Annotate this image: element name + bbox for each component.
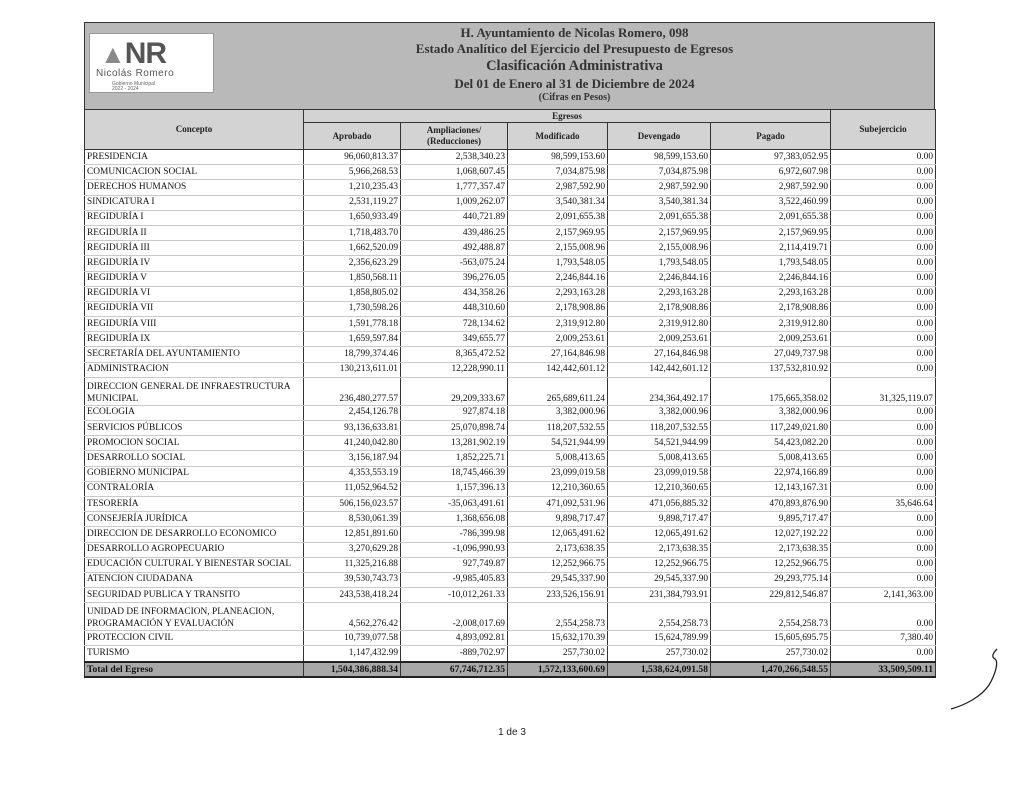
- page-number: 1 de 3: [498, 727, 526, 738]
- table-row: [85, 195, 936, 210]
- cell-devengado: 2,155,008.96: [608, 241, 711, 256]
- cell-pagado: 2,114,419.71: [711, 241, 831, 256]
- cell-pagado: 6,972,607.98: [711, 165, 831, 180]
- cell-aprobado: 3,270,629.28: [304, 542, 401, 557]
- cell-modificado: 2,319,912.80: [508, 317, 608, 332]
- cell-ampliaciones: 349,655.77: [401, 332, 508, 347]
- cell-concepto: SEGURIDAD PUBLICA Y TRANSITO: [85, 588, 304, 603]
- cell-ampliaciones: 1,068,607.45: [401, 165, 508, 180]
- logo-years: 2022 - 2024: [112, 86, 139, 92]
- report-title: Estado Analítico del Ejercicio del Presupuesto de Egresos: [415, 41, 734, 56]
- cell-devengado: 3,540,381.34: [608, 195, 711, 210]
- cell-concepto: UNIDAD DE INFORMACION, PLANEACION, PROGRAMACIÓN Y EVALUACIÓN: [85, 603, 304, 631]
- table-footer: [85, 662, 936, 677]
- cell-pagado: 2,009,253.61: [711, 332, 831, 347]
- cell-pagado: 2,091,655.38: [711, 210, 831, 225]
- total-ampliaciones: 67,746,712.35: [401, 662, 508, 677]
- cell-ampliaciones: -10,012,261.33: [401, 588, 508, 603]
- cell-ampliaciones: 1,852,225.71: [401, 451, 508, 466]
- cell-ampliaciones: -563,075.24: [401, 256, 508, 271]
- cell-concepto: SINDICATURA I: [85, 195, 304, 210]
- cell-concepto: CONTRALORÍA: [85, 481, 304, 496]
- cell-subejercicio: 0.00: [831, 317, 936, 332]
- table-row: [85, 241, 936, 256]
- cell-aprobado: 41,240,042.80: [304, 436, 401, 451]
- cell-concepto: DIRECCION GENERAL DE INFRAESTRUCTURA MUNICIPAL: [85, 377, 304, 405]
- cell-concepto: GOBIERNO MUNICIPAL: [85, 466, 304, 481]
- cell-subejercicio: 0.00: [831, 542, 936, 557]
- header-ampliaciones: Ampliaciones/ (Reducciones): [401, 123, 508, 150]
- cell-ampliaciones: -786,399.98: [401, 527, 508, 542]
- cell-ampliaciones: 448,310.60: [401, 301, 508, 316]
- cell-devengado: 2,173,638.35: [608, 542, 711, 557]
- cell-modificado: 142,442,601.12: [508, 362, 608, 377]
- cell-subejercicio: 0.00: [831, 572, 936, 587]
- cell-pagado: 2,319,912.80: [711, 317, 831, 332]
- cell-devengado: 15,624,789.99: [608, 631, 711, 646]
- table-row: [85, 436, 936, 451]
- cell-pagado: 2,246,844.16: [711, 271, 831, 286]
- report-classification: Clasificación Administrativa: [486, 58, 663, 74]
- cell-subejercicio: 7,380.40: [831, 631, 936, 646]
- cell-modificado: 12,065,491.62: [508, 527, 608, 542]
- cell-modificado: 471,092,531.96: [508, 496, 608, 511]
- cell-pagado: 257,730.02: [711, 646, 831, 662]
- cell-aprobado: 1,591,778.18: [304, 317, 401, 332]
- cell-devengado: 9,898,717.47: [608, 512, 711, 527]
- cell-modificado: 2,157,969.95: [508, 225, 608, 240]
- cell-modificado: 2,554,258.73: [508, 603, 608, 631]
- total-label: Total del Egreso: [85, 662, 304, 677]
- cell-concepto: PROMOCION SOCIAL: [85, 436, 304, 451]
- cell-aprobado: 3,156,187.94: [304, 451, 401, 466]
- table-header: [85, 110, 936, 150]
- cell-devengado: 27,164,846.98: [608, 347, 711, 362]
- cell-aprobado: 10,739,077.58: [304, 631, 401, 646]
- total-modificado: 1,572,133,600.69: [508, 662, 608, 677]
- total-devengado: 1,538,624,091.58: [608, 662, 711, 677]
- cell-modificado: 233,526,156.91: [508, 588, 608, 603]
- cell-pagado: 12,143,167.31: [711, 481, 831, 496]
- cell-modificado: 2,009,253.61: [508, 332, 608, 347]
- cell-subejercicio: 0.00: [831, 150, 936, 165]
- cell-pagado: 3,522,460.99: [711, 195, 831, 210]
- cell-concepto: PRESIDENCIA: [85, 150, 304, 165]
- report-titles: [215, 25, 934, 104]
- cell-aprobado: 2,531,119.27: [304, 195, 401, 210]
- cell-pagado: 97,383,052.95: [711, 150, 831, 165]
- cell-concepto: CONSEJERÍA JURÍDICA: [85, 512, 304, 527]
- table-row: [85, 512, 936, 527]
- cell-concepto: DESARROLLO AGROPECUARIO: [85, 542, 304, 557]
- table-row: [85, 572, 936, 587]
- cell-subejercicio: 35,646.64: [831, 496, 936, 511]
- cell-concepto: ATENCION CIUDADANA: [85, 572, 304, 587]
- report-header: [84, 22, 935, 109]
- cell-ampliaciones: 29,209,333.67: [401, 377, 508, 405]
- cell-concepto: REGIDURÍA VI: [85, 286, 304, 301]
- cell-pagado: 137,532,810.92: [711, 362, 831, 377]
- cell-aprobado: 236,480,277.57: [304, 377, 401, 405]
- cell-pagado: 2,173,638.35: [711, 542, 831, 557]
- municipality-logo: [89, 33, 214, 93]
- cell-ampliaciones: -1,096,990.93: [401, 542, 508, 557]
- table-row: [85, 286, 936, 301]
- header-devengado: Devengado: [608, 123, 711, 150]
- logo-brand-text: Nicolás Romero: [96, 68, 175, 79]
- budget-table: [84, 109, 936, 678]
- cell-aprobado: 1,850,568.11: [304, 271, 401, 286]
- cell-pagado: 54,423,082.20: [711, 436, 831, 451]
- cell-ampliaciones: -9,985,405.83: [401, 572, 508, 587]
- cell-pagado: 22,974,166.89: [711, 466, 831, 481]
- cell-pagado: 29,293,775.14: [711, 572, 831, 587]
- cell-subejercicio: 0.00: [831, 646, 936, 662]
- cell-subejercicio: 0.00: [831, 271, 936, 286]
- cell-concepto: ADMINISTRACION: [85, 362, 304, 377]
- cell-devengado: 98,599,153.60: [608, 150, 711, 165]
- cell-devengado: 1,793,548.05: [608, 256, 711, 271]
- cell-devengado: 12,210,360.65: [608, 481, 711, 496]
- cell-modificado: 12,210,360.65: [508, 481, 608, 496]
- cell-subejercicio: 0.00: [831, 286, 936, 301]
- cell-aprobado: 1,858,805.02: [304, 286, 401, 301]
- cell-subejercicio: 0.00: [831, 241, 936, 256]
- cell-ampliaciones: 18,745,466.39: [401, 466, 508, 481]
- table-row: [85, 362, 936, 377]
- cell-ampliaciones: 728,134.62: [401, 317, 508, 332]
- table-row: [85, 256, 936, 271]
- cell-pagado: 2,554,258.73: [711, 603, 831, 631]
- table-row: [85, 466, 936, 481]
- cell-aprobado: 11,325,216.88: [304, 557, 401, 572]
- cell-aprobado: 8,530,061.39: [304, 512, 401, 527]
- total-subejercicio: 33,509,509.11: [831, 662, 936, 677]
- cell-subejercicio: 0.00: [831, 225, 936, 240]
- cell-pagado: 175,665,358.02: [711, 377, 831, 405]
- table-row: [85, 165, 936, 180]
- cell-ampliaciones: -889,702.97: [401, 646, 508, 662]
- cell-subejercicio: 2,141,363.00: [831, 588, 936, 603]
- cell-pagado: 5,008,413.65: [711, 451, 831, 466]
- cell-pagado: 15,605,695.75: [711, 631, 831, 646]
- cell-subejercicio: 0.00: [831, 481, 936, 496]
- logo-mark: ▲NR: [100, 37, 167, 70]
- cell-subejercicio: 0.00: [831, 332, 936, 347]
- table-row: [85, 631, 936, 646]
- cell-ampliaciones: 927,874.18: [401, 405, 508, 420]
- cell-devengado: 2,987,592.90: [608, 180, 711, 195]
- cell-concepto: EDUCACIÓN CULTURAL Y BIENESTAR SOCIAL: [85, 557, 304, 572]
- table-row: [85, 225, 936, 240]
- table-row: [85, 150, 936, 165]
- cell-concepto: PROTECCION CIVIL: [85, 631, 304, 646]
- cell-devengado: 471,056,885.32: [608, 496, 711, 511]
- cell-devengado: 5,008,413.65: [608, 451, 711, 466]
- cell-modificado: 1,793,548.05: [508, 256, 608, 271]
- cell-concepto: COMUNICACION SOCIAL: [85, 165, 304, 180]
- cell-modificado: 5,008,413.65: [508, 451, 608, 466]
- table-row: [85, 180, 936, 195]
- cell-modificado: 257,730.02: [508, 646, 608, 662]
- report-period: Del 01 de Enero al 31 de Diciembre de 2024: [454, 76, 695, 91]
- cell-concepto: REGIDURÍA III: [85, 241, 304, 256]
- total-aprobado: 1,504,386,888.34: [304, 662, 401, 677]
- cell-aprobado: 1,730,598.26: [304, 301, 401, 316]
- cell-aprobado: 506,156,023.57: [304, 496, 401, 511]
- table-row: [85, 377, 936, 405]
- cell-aprobado: 96,060,813.37: [304, 150, 401, 165]
- cell-subejercicio: 0.00: [831, 451, 936, 466]
- cell-aprobado: 2,454,126.78: [304, 405, 401, 420]
- table-row: [85, 646, 936, 662]
- cell-pagado: 27,049,737.98: [711, 347, 831, 362]
- cell-subejercicio: 0.00: [831, 421, 936, 436]
- cell-ampliaciones: 439,486.25: [401, 225, 508, 240]
- cell-subejercicio: 0.00: [831, 210, 936, 225]
- cell-subejercicio: 0.00: [831, 512, 936, 527]
- cell-subejercicio: 0.00: [831, 603, 936, 631]
- cell-aprobado: 4,562,276.42: [304, 603, 401, 631]
- table-body: [85, 150, 936, 662]
- cell-modificado: 3,540,381.34: [508, 195, 608, 210]
- cell-aprobado: 1,662,520.09: [304, 241, 401, 256]
- cell-aprobado: 93,136,633.81: [304, 421, 401, 436]
- cell-aprobado: 12,851,891.60: [304, 527, 401, 542]
- header-aprobado: Aprobado: [304, 123, 401, 150]
- cell-modificado: 7,034,875.98: [508, 165, 608, 180]
- cell-concepto: DIRECCION DE DESARROLLO ECONOMICO: [85, 527, 304, 542]
- header-modificado: Modificado: [508, 123, 608, 150]
- table-row: [85, 405, 936, 420]
- cell-ampliaciones: 2,538,340.23: [401, 150, 508, 165]
- cell-pagado: 1,793,548.05: [711, 256, 831, 271]
- cell-aprobado: 1,650,933.49: [304, 210, 401, 225]
- cell-subejercicio: 0.00: [831, 466, 936, 481]
- cell-subejercicio: 0.00: [831, 180, 936, 195]
- cell-devengado: 23,099,019.58: [608, 466, 711, 481]
- table-row: [85, 347, 936, 362]
- cell-devengado: 2,554,258.73: [608, 603, 711, 631]
- table-row: [85, 332, 936, 347]
- cell-devengado: 2,009,253.61: [608, 332, 711, 347]
- cell-modificado: 2,246,844.16: [508, 271, 608, 286]
- cell-modificado: 54,521,944.99: [508, 436, 608, 451]
- table-row: [85, 527, 936, 542]
- table-row: [85, 557, 936, 572]
- cell-aprobado: 1,210,235.43: [304, 180, 401, 195]
- report-sheet: [84, 22, 935, 678]
- cell-modificado: 2,178,908.86: [508, 301, 608, 316]
- cell-modificado: 3,382,000.96: [508, 405, 608, 420]
- cell-devengado: 12,065,491.62: [608, 527, 711, 542]
- cell-aprobado: 1,659,597.84: [304, 332, 401, 347]
- cell-concepto: REGIDURÍA II: [85, 225, 304, 240]
- cell-subejercicio: 0.00: [831, 527, 936, 542]
- logo-subtext: Gobierno Municipal: [112, 81, 156, 87]
- cell-modificado: 98,599,153.60: [508, 150, 608, 165]
- cell-pagado: 470,893,876.90: [711, 496, 831, 511]
- header-pagado: Pagado: [711, 123, 831, 150]
- cell-aprobado: 5,966,268.53: [304, 165, 401, 180]
- cell-subejercicio: 0.00: [831, 195, 936, 210]
- cell-devengado: 2,319,912.80: [608, 317, 711, 332]
- cell-pagado: 2,157,969.95: [711, 225, 831, 240]
- table-row: [85, 317, 936, 332]
- total-row: [85, 662, 936, 677]
- cell-modificado: 29,545,337.90: [508, 572, 608, 587]
- report-units: (Cifras en Pesos): [538, 92, 611, 103]
- cell-ampliaciones: -35,063,491.61: [401, 496, 508, 511]
- table-row: [85, 301, 936, 316]
- cell-pagado: 3,382,000.96: [711, 405, 831, 420]
- cell-aprobado: 2,356,623.29: [304, 256, 401, 271]
- table-row: [85, 603, 936, 631]
- cell-concepto: REGIDURÍA V: [85, 271, 304, 286]
- cell-ampliaciones: 927,749.87: [401, 557, 508, 572]
- cell-ampliaciones: 434,358.26: [401, 286, 508, 301]
- cell-modificado: 2,155,008.96: [508, 241, 608, 256]
- cell-ampliaciones: 492,488.87: [401, 241, 508, 256]
- table-row: [85, 271, 936, 286]
- cell-devengado: 54,521,944.99: [608, 436, 711, 451]
- cell-aprobado: 18,799,374.46: [304, 347, 401, 362]
- header-subejercicio: Subejercicio: [831, 110, 936, 150]
- cell-devengado: 118,207,532.55: [608, 421, 711, 436]
- cell-devengado: 29,545,337.90: [608, 572, 711, 587]
- cell-subejercicio: 0.00: [831, 405, 936, 420]
- cell-subejercicio: 0.00: [831, 165, 936, 180]
- cell-concepto: ECOLOGIA: [85, 405, 304, 420]
- table-row: [85, 210, 936, 225]
- cell-concepto: REGIDURÍA VII: [85, 301, 304, 316]
- cell-concepto: DESARROLLO SOCIAL: [85, 451, 304, 466]
- table-row: [85, 421, 936, 436]
- cell-devengado: 2,293,163.28: [608, 286, 711, 301]
- header-egresos: Egresos: [304, 110, 831, 123]
- cell-devengado: 2,157,969.95: [608, 225, 711, 240]
- cell-subejercicio: 0.00: [831, 301, 936, 316]
- cell-subejercicio: 0.00: [831, 436, 936, 451]
- cell-ampliaciones: 1,009,262.07: [401, 195, 508, 210]
- cell-devengado: 257,730.02: [608, 646, 711, 662]
- cell-modificado: 2,173,638.35: [508, 542, 608, 557]
- cell-concepto: SECRETARÍA DEL AYUNTAMIENTO: [85, 347, 304, 362]
- cell-ampliaciones: 4,893,092.81: [401, 631, 508, 646]
- cell-aprobado: 11,052,964.52: [304, 481, 401, 496]
- cell-pagado: 2,987,592.90: [711, 180, 831, 195]
- cell-modificado: 9,898,717.47: [508, 512, 608, 527]
- cell-ampliaciones: 13,281,902.19: [401, 436, 508, 451]
- total-pagado: 1,470,266,548.55: [711, 662, 831, 677]
- cell-aprobado: 1,147,432.99: [304, 646, 401, 662]
- cell-devengado: 142,442,601.12: [608, 362, 711, 377]
- cell-subejercicio: 0.00: [831, 362, 936, 377]
- cell-pagado: 229,812,546.87: [711, 588, 831, 603]
- cell-aprobado: 39,530,743.73: [304, 572, 401, 587]
- cell-subejercicio: 0.00: [831, 256, 936, 271]
- cell-pagado: 2,293,163.28: [711, 286, 831, 301]
- cell-subejercicio: 31,325,119.07: [831, 377, 936, 405]
- cell-concepto: TURISMO: [85, 646, 304, 662]
- table-row: [85, 542, 936, 557]
- cell-modificado: 2,293,163.28: [508, 286, 608, 301]
- signature-mark: [945, 645, 1005, 715]
- cell-devengado: 234,364,492.17: [608, 377, 711, 405]
- cell-modificado: 2,987,592.90: [508, 180, 608, 195]
- table-row: [85, 481, 936, 496]
- cell-ampliaciones: -2,008,017.69: [401, 603, 508, 631]
- cell-pagado: 9,895,717.47: [711, 512, 831, 527]
- cell-ampliaciones: 25,070,898.74: [401, 421, 508, 436]
- cell-aprobado: 1,718,483.70: [304, 225, 401, 240]
- cell-modificado: 2,091,655.38: [508, 210, 608, 225]
- cell-concepto: DERECHOS HUMANOS: [85, 180, 304, 195]
- cell-devengado: 231,384,793.91: [608, 588, 711, 603]
- cell-modificado: 23,099,019.58: [508, 466, 608, 481]
- cell-pagado: 12,027,192.22: [711, 527, 831, 542]
- cell-aprobado: 130,213,611.01: [304, 362, 401, 377]
- cell-devengado: 2,091,655.38: [608, 210, 711, 225]
- cell-modificado: 15,632,170.39: [508, 631, 608, 646]
- cell-pagado: 117,249,021.80: [711, 421, 831, 436]
- cell-concepto: REGIDURÍA IX: [85, 332, 304, 347]
- cell-devengado: 7,034,875.98: [608, 165, 711, 180]
- entity-name: H. Ayuntamiento de Nicolas Romero, 098: [460, 25, 689, 40]
- cell-concepto: TESORERÍA: [85, 496, 304, 511]
- cell-concepto: REGIDURÍA VIII: [85, 317, 304, 332]
- cell-modificado: 265,689,611.24: [508, 377, 608, 405]
- cell-devengado: 2,246,844.16: [608, 271, 711, 286]
- cell-ampliaciones: 8,365,472.52: [401, 347, 508, 362]
- table-row: [85, 451, 936, 466]
- cell-devengado: 2,178,908.86: [608, 301, 711, 316]
- cell-ampliaciones: 1,157,396.13: [401, 481, 508, 496]
- header-concepto: Concepto: [85, 110, 304, 150]
- cell-subejercicio: 0.00: [831, 347, 936, 362]
- cell-ampliaciones: 440,721.89: [401, 210, 508, 225]
- cell-modificado: 27,164,846.98: [508, 347, 608, 362]
- cell-concepto: REGIDURÍA I: [85, 210, 304, 225]
- cell-pagado: 12,252,966.75: [711, 557, 831, 572]
- cell-aprobado: 4,353,553.19: [304, 466, 401, 481]
- cell-concepto: SERVICIOS PÚBLICOS: [85, 421, 304, 436]
- table-row: [85, 588, 936, 603]
- cell-devengado: 3,382,000.96: [608, 405, 711, 420]
- table-row: [85, 496, 936, 511]
- cell-aprobado: 243,538,418.24: [304, 588, 401, 603]
- cell-ampliaciones: 12,228,990.11: [401, 362, 508, 377]
- cell-subejercicio: 0.00: [831, 557, 936, 572]
- cell-modificado: 12,252,966.75: [508, 557, 608, 572]
- cell-concepto: REGIDURÍA IV: [85, 256, 304, 271]
- cell-modificado: 118,207,532.55: [508, 421, 608, 436]
- cell-devengado: 12,252,966.75: [608, 557, 711, 572]
- cell-pagado: 2,178,908.86: [711, 301, 831, 316]
- cell-ampliaciones: 1,368,656.08: [401, 512, 508, 527]
- cell-ampliaciones: 1,777,357.47: [401, 180, 508, 195]
- cell-ampliaciones: 396,276.05: [401, 271, 508, 286]
